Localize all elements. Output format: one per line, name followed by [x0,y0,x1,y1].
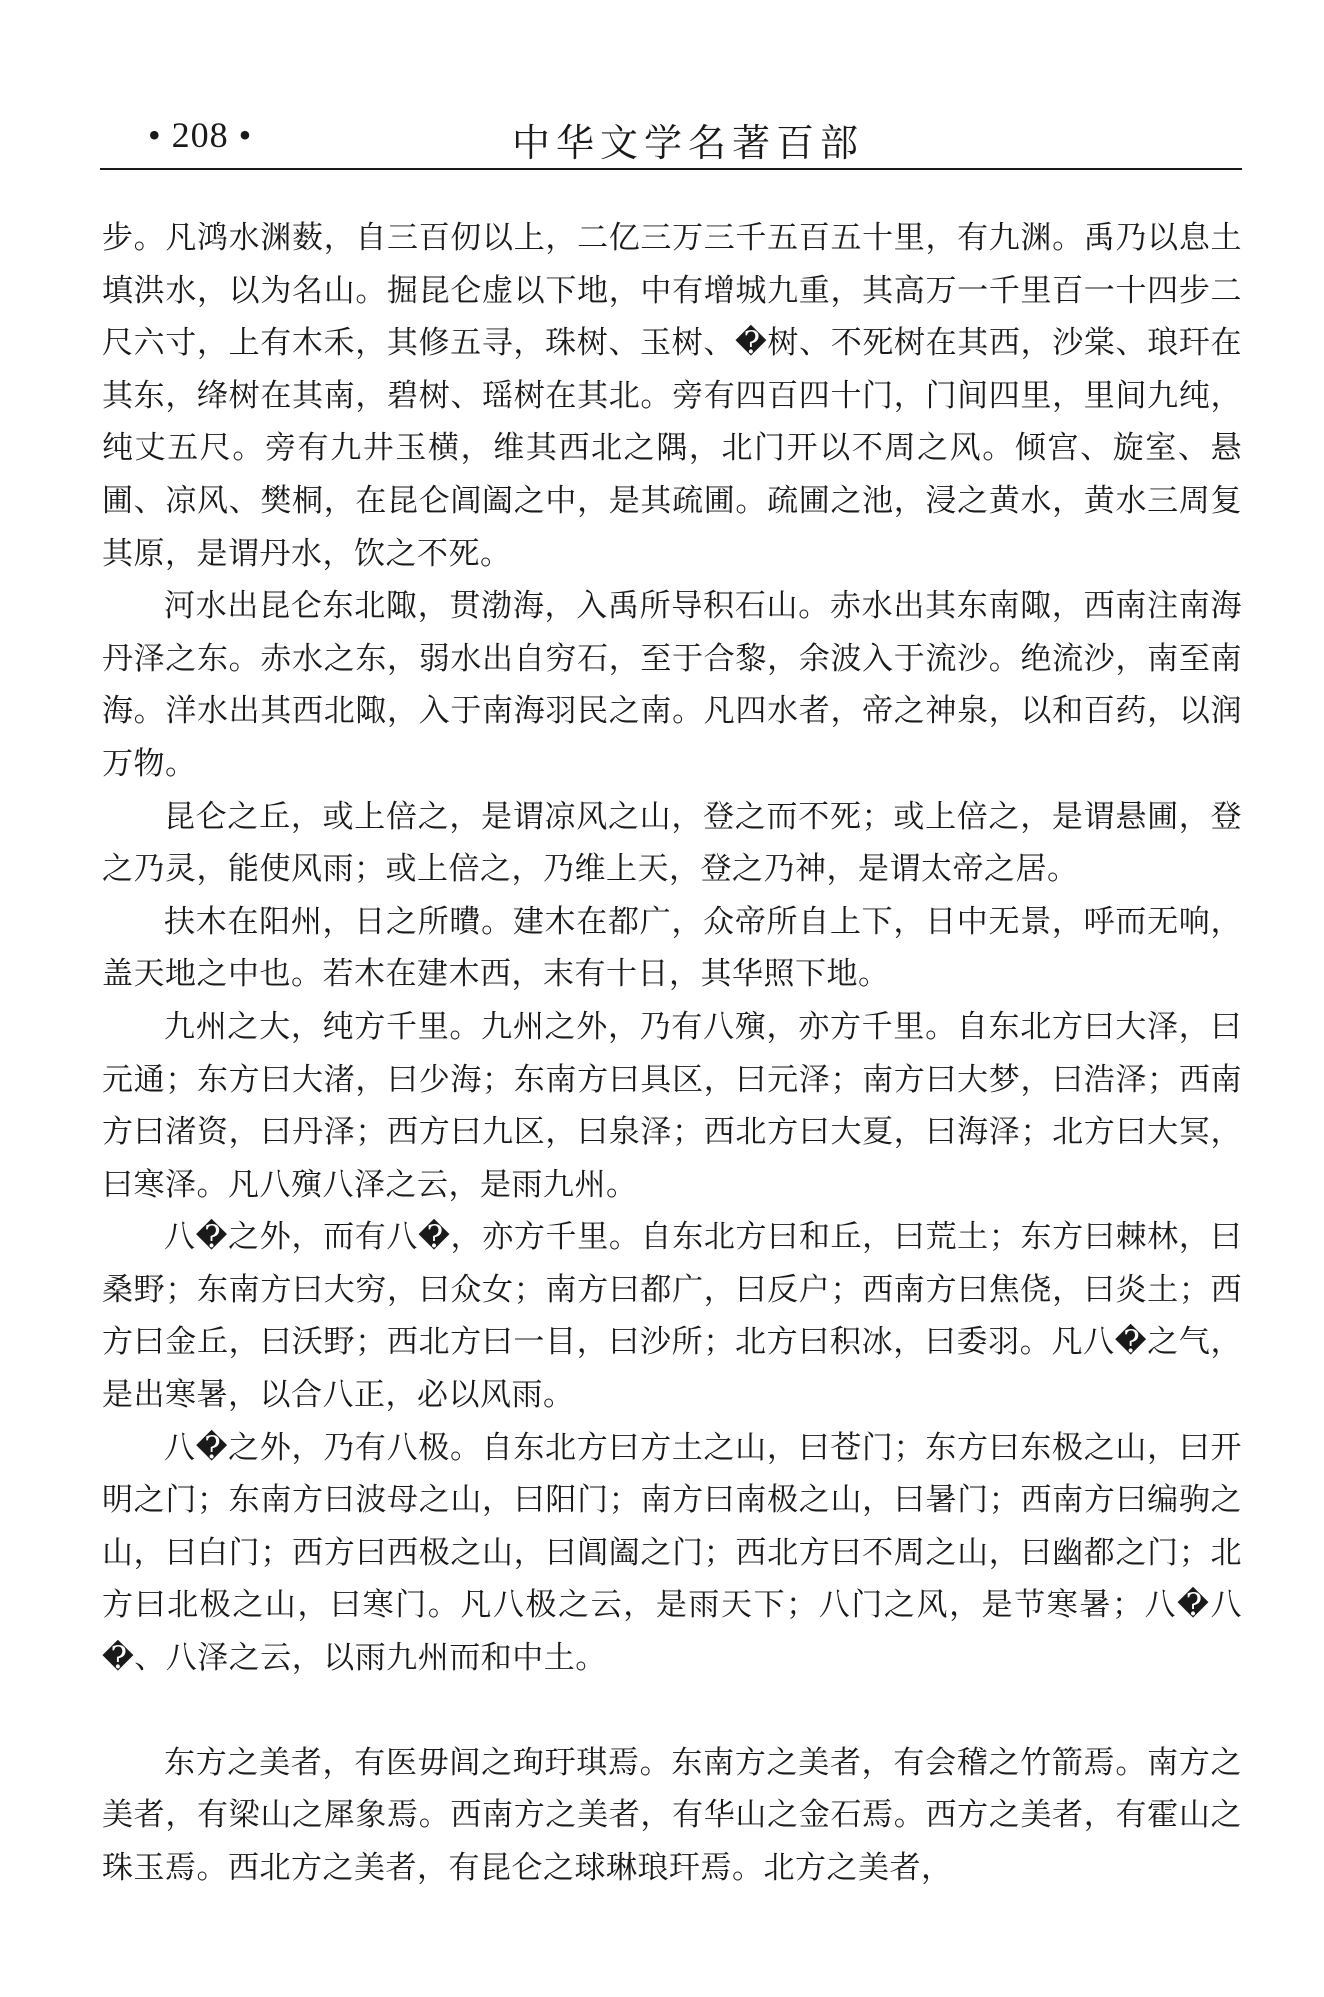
paragraph: 八�之外，而有八�，亦方千里。自东北方曰和丘，曰荒土；东方曰棘林，曰桑野；东南方曰大穷，曰众女；南方曰都广，曰反户；西南方曰焦侥，曰炎土；西方曰金丘，曰沃野；西北方曰一目，曰沙所；北方曰积冰，曰委羽。凡八�之气，是出寒暑，以合八正，必以风雨。 [102,1219,1242,1414]
section-top [102,212,1242,1685]
section-break [102,1685,1242,1737]
body-text [102,212,1242,1894]
book-title: 中华文学名著百部 [512,121,865,165]
section-bottom [102,1737,1242,1895]
running-header [100,108,1242,168]
page-number: • 208 • [148,115,253,155]
paragraph: 九州之大，纯方千里。九州之外，乃有八殥，亦方千里。自东北方曰大泽，曰元通；东方曰大渚，曰少海；东南方曰具区，曰元泽；南方曰大梦，曰浩泽；西南方曰渚资，曰丹泽；西方曰九区，曰泉泽；西北方曰大夏，曰海泽；北方曰大冥，曰寒泽。凡八殥八泽之云，是雨九州。 [102,1008,1242,1203]
header-rule [100,168,1242,170]
paragraph: 东方之美者，有医毋闾之珣玗琪焉。东南方之美者，有会稽之竹箭焉。南方之美者，有梁山之犀象焉。西南方之美者，有华山之金石焉。西方之美者，有霍山之珠玉焉。西北方之美者，有昆仑之球琳琅玕焉。北方之美者， [102,1744,1242,1886]
paragraph: 扶木在阳州，日之所曊。建木在都广，众帝所自上下，日中无景，呼而无响，盖天地之中也。若木在建木西，末有十日，其华照下地。 [102,903,1242,993]
paragraph: 河水出昆仑东北陬，贯渤海，入禹所导积石山。赤水出其东南陬，西南注南海丹泽之东。赤水之东，弱水出自穷石，至于合黎，余波入于流沙。绝流沙，南至南海。洋水出其西北陬，入于南海羽民之南。凡四水者，帝之神泉，以和百药，以润万物。 [102,588,1242,782]
paragraph: 八�之外，乃有八极。自东北方曰方土之山，曰苍门；东方曰东极之山，曰开明之门；东南方曰波母之山，曰阳门；南方曰南极之山，曰暑门；西南方曰编驹之山，曰白门；西方曰西极之山，曰阊阖之门；西北方曰不周之山，曰幽都之门；北方曰北极之山，曰寒门。凡八极之云，是雨天下；八门之风，是节寒暑；八�八�、八泽之云，以雨九州而和中土。 [102,1429,1242,1677]
paragraph: 步。凡鸿水渊薮，自三百仞以上，二亿三万三千五百五十里，有九渊。禹乃以息土填洪水，以为名山。掘昆仑虚以下地，中有增城九重，其高万一千里百一十四步二尺六寸，上有木禾，其修五寻，珠树、玉树、�树、不死树在其西，沙棠、琅玕在其东，绛树在其南，碧树、瑶树在其北。旁有四百四十门，门间四里，里间九纯，纯丈五尺。旁有九井玉横，维其西北之隅，北门开以不周之风。倾宫、旋室、悬圃、凉风、樊桐，在昆仑阊阖之中，是其疏圃。疏圃之池，浸之黄水，黄水三周复其原，是谓丹水，饮之不死。 [102,220,1242,572]
paragraph: 昆仑之丘，或上倍之，是谓凉风之山，登之而不死；或上倍之，是谓悬圃，登之乃灵，能使风雨；或上倍之，乃维上天，登之乃神，是谓太帝之居。 [102,798,1242,888]
